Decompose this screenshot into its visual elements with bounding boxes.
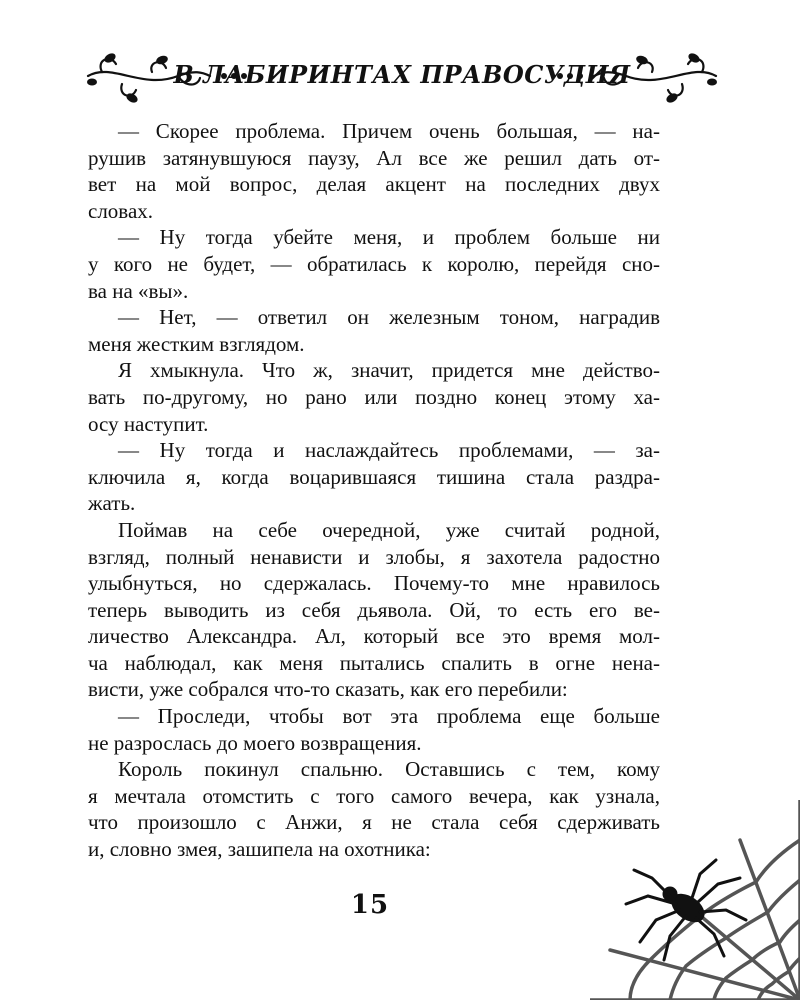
text-line: висти, уже собрался что-то сказать, как его перебили: [88, 677, 568, 702]
text-line: и, словно змея, зашипела на охотника: [88, 837, 431, 862]
text-line: осу наступит. [88, 411, 209, 436]
text-line: — Нет, — ответил он железным тоном, наградив [118, 305, 660, 330]
text-line: теперь выводить из себя дьявола. Ой, то есть его ве- [88, 597, 660, 622]
text-line: не разрослась до моего возвращения. [88, 730, 422, 755]
text-line: — Скорее проблема. Причем очень большая, — на- [118, 119, 660, 143]
text-line: меня жестким взглядом. [88, 331, 305, 356]
page-number: 15 [350, 890, 390, 920]
paragraph [88, 224, 660, 304]
paragraph [88, 437, 660, 517]
text-line: ча наблюдал, как меня пытались спалить в огне нена- [88, 650, 660, 675]
text-line: что произошло с Анжи, я не стала себя сдерживать [88, 810, 660, 835]
spider-web-icon [590, 800, 800, 1000]
text-line: Поймав на себе очередной, уже считай родной, [118, 517, 660, 542]
paragraph [88, 703, 660, 756]
paragraph [88, 304, 660, 357]
paragraph [88, 118, 660, 224]
text-line: личество Александра. Ал, который все это время мол- [88, 624, 660, 649]
text-line: я мечтала отомстить с того самого вечера, как узнала, [88, 783, 660, 808]
paragraph [88, 756, 660, 862]
text-line: рушив затянувшуюся паузу, Ал все же решил дать от- [88, 145, 660, 170]
text-line: словах. [88, 198, 154, 223]
paragraph [88, 357, 660, 437]
spider-icon [626, 860, 746, 960]
paragraph [88, 517, 660, 703]
text-line: ва на «вы». [88, 278, 189, 303]
text-line: вать по-другому, но рано или поздно конец этому ха- [88, 384, 660, 409]
text-line: жать. [88, 491, 136, 516]
text-line: улыбнуться, но сдержалась. Почему-то мне нравилось [88, 571, 660, 596]
text-line: — Ну тогда убейте меня, и проблем больше ни [118, 225, 660, 250]
running-header [82, 42, 722, 110]
text-line: Король покинул спальню. Оставшись с тем, кому [118, 757, 660, 782]
text-line: взгляд, полный ненависти и злобы, я захотела радостно [88, 544, 660, 569]
text-line: Я хмыкнула. Что ж, значит, придется мне действо- [118, 358, 660, 383]
text-line: вет на мой вопрос, делая акцент на последних двух [88, 172, 660, 197]
text-line: ключила я, когда воцарившаяся тишина стала раздра- [88, 464, 660, 489]
header-title: В ЛАБИРИНТАХ ПРАВОСУДИЯ [173, 60, 631, 89]
text-line: у кого не будет, — обратилась к королю, перейдя сно- [88, 251, 660, 276]
body-text [88, 118, 660, 863]
text-line: — Ну тогда и наслаждайтесь проблемами, — за- [118, 438, 660, 463]
text-line: — Проследи, чтобы вот эта проблема еще больше [118, 704, 660, 729]
